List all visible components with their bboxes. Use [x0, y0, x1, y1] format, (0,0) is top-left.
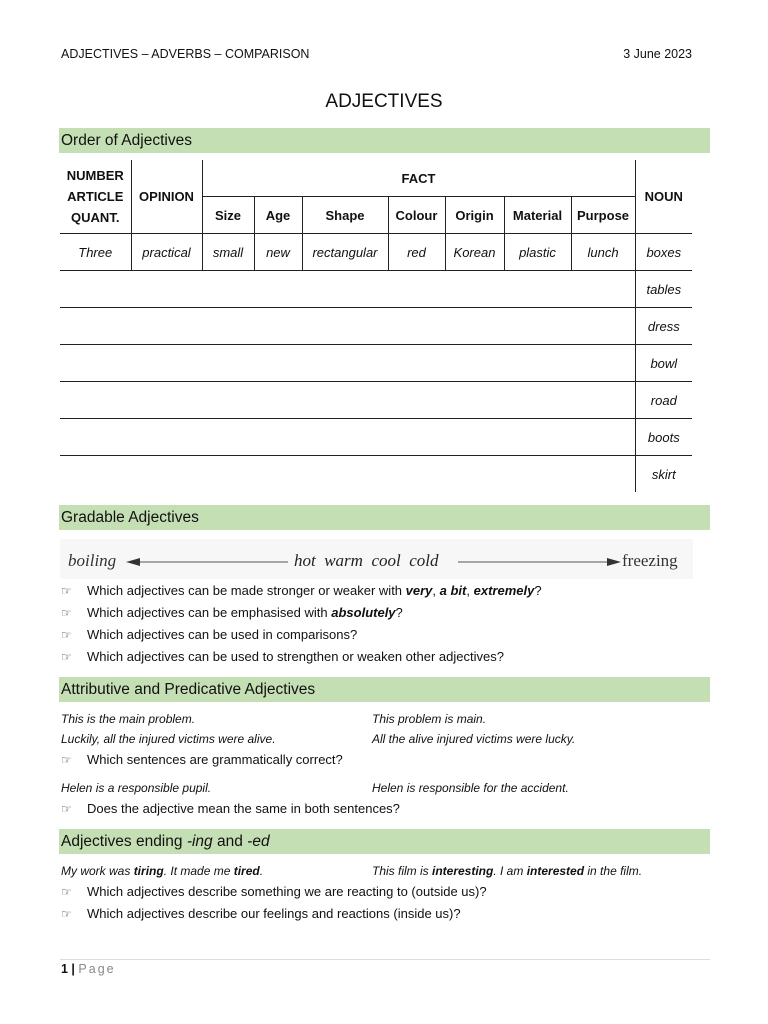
cell-size: small: [202, 234, 254, 271]
example-sentence: This problem is main.: [372, 712, 487, 726]
example-sentence-ing-ed-right: [372, 864, 642, 878]
separator: ,: [432, 583, 440, 598]
text-part: .: [259, 864, 264, 878]
cell-noun: tables: [635, 271, 692, 308]
cell-noun: bowl: [635, 345, 692, 382]
cell-noun: dress: [635, 308, 692, 345]
header-quant: QUANT.: [71, 210, 120, 225]
table-row: [60, 271, 692, 308]
header-subject: ADJECTIVES – ADVERBS – COMPARISON: [61, 47, 310, 61]
question-mark: ?: [395, 605, 403, 620]
header-origin: Origin: [445, 197, 504, 234]
order-of-adjectives-table: [60, 160, 692, 492]
question-text: Which adjectives describe something we are reacting to (outside us)?: [87, 884, 487, 899]
cell-colour: red: [388, 234, 445, 271]
ing-ed-question-1: [61, 884, 487, 899]
header-size: Size: [202, 197, 254, 234]
cell-purpose: lunch: [571, 234, 635, 271]
section-title-part: and: [212, 833, 248, 850]
header-material: Material: [504, 197, 571, 234]
pointing-hand-icon: ☞: [61, 606, 72, 620]
footer-divider: [60, 959, 710, 960]
gradable-question-3: [61, 627, 357, 642]
pointing-hand-icon: ☞: [61, 907, 72, 921]
question-mark: ?: [534, 583, 542, 598]
example-sentence-ing-ed-left: [61, 864, 263, 878]
question-text: Which adjectives can be used to strengthen or weaken other adjectives?: [87, 649, 504, 664]
arrow-right-icon: [607, 558, 621, 566]
cell-origin: Korean: [445, 234, 504, 271]
gradable-question-2: [61, 605, 403, 620]
blank-cell: [60, 382, 635, 419]
header-article: ARTICLE: [67, 189, 124, 204]
keyword-interesting: interesting: [432, 864, 494, 878]
section-attributive-predicative: Attributive and Predicative Adjectives: [59, 677, 710, 702]
pointing-hand-icon: ☞: [61, 650, 72, 664]
example-sentence: Helen is a responsible pupil.: [61, 781, 212, 795]
question-text: Which adjectives can be used in comparisons?: [87, 627, 358, 642]
pointing-hand-icon: ☞: [61, 584, 72, 598]
temperature-scale: [60, 539, 693, 579]
blank-cell: [60, 419, 635, 456]
blank-cell: [60, 271, 635, 308]
blank-cell: [60, 308, 635, 345]
header-purpose: Purpose: [571, 197, 635, 234]
example-sentence: All the alive injured victims were lucky.: [372, 732, 576, 746]
section-gradable-adjectives: Gradable Adjectives: [59, 505, 710, 530]
keyword-absolutely: absolutely: [331, 605, 396, 620]
cell-opinion: practical: [131, 234, 202, 271]
section-title-part: Adjectives ending: [61, 833, 187, 850]
gradable-question-1: [61, 583, 542, 598]
table-row: [60, 308, 692, 345]
cell-shape: rectangular: [302, 234, 388, 271]
header-colour: Colour: [388, 197, 445, 234]
scale-left-word: boiling: [68, 551, 117, 570]
question-text: Which sentences are grammatically correct?: [87, 752, 343, 767]
section-title-ed: -ed: [247, 833, 270, 850]
blank-cell: [60, 456, 635, 493]
text-part: in the film.: [584, 864, 643, 878]
page-number: 1: [61, 962, 68, 976]
keyword-extremely: extremely: [473, 583, 535, 598]
scale-right-word: freezing: [622, 551, 678, 570]
header-number-article-quant: [60, 160, 131, 234]
text-part: . I am: [493, 864, 527, 878]
table-row-example: [60, 234, 692, 271]
text-part: . It made me: [163, 864, 234, 878]
gradable-question-4: [61, 649, 504, 664]
table-row: [60, 419, 692, 456]
section-title-ing: -ing: [186, 833, 213, 850]
cell-age: new: [254, 234, 302, 271]
cell-material: plastic: [504, 234, 571, 271]
example-sentence: Luckily, all the injured victims were alive.: [61, 732, 276, 746]
text-part: My work was: [61, 864, 134, 878]
cell-noun: road: [635, 382, 692, 419]
header-noun: NOUN: [635, 160, 692, 234]
keyword-tired: tired: [233, 864, 260, 878]
pointing-hand-icon: ☞: [61, 885, 72, 899]
page-title: ADJECTIVES: [325, 91, 443, 112]
pointing-hand-icon: ☞: [61, 753, 72, 767]
pointing-hand-icon: ☞: [61, 628, 72, 642]
footer-page-label: Page: [78, 962, 116, 976]
pointing-hand-icon: ☞: [61, 802, 72, 816]
arrow-left-icon: [126, 558, 140, 566]
section-ing-ed-adjectives: [59, 829, 710, 854]
question-text: Which adjectives can be made stronger or weaker with: [87, 583, 406, 598]
cell-noun: boots: [635, 419, 692, 456]
table-row: [60, 345, 692, 382]
table-row: [60, 382, 692, 419]
keyword-interested: interested: [526, 864, 585, 878]
separator: ,: [466, 583, 474, 598]
cell-number: Three: [60, 234, 131, 271]
cell-noun: skirt: [635, 456, 692, 493]
section-order-of-adjectives: Order of Adjectives: [59, 128, 710, 153]
header-fact: FACT: [202, 160, 635, 197]
cell-noun: boxes: [635, 234, 692, 271]
keyword-a-bit: a bit: [439, 583, 467, 598]
header-opinion: OPINION: [131, 160, 202, 234]
blank-cell: [60, 345, 635, 382]
attributive-question-1: [61, 752, 343, 767]
header-number: NUMBER: [66, 168, 124, 183]
keyword-very: very: [405, 583, 433, 598]
keyword-tiring: tiring: [133, 864, 164, 878]
question-text: Does the adjective mean the same in both sentences?: [87, 801, 400, 816]
header-age: Age: [254, 197, 302, 234]
footer-separator: |: [67, 962, 79, 976]
header-date: 3 June 2023: [623, 47, 692, 61]
header-shape: Shape: [302, 197, 388, 234]
page-footer: [61, 962, 116, 976]
ing-ed-question-2: [61, 906, 461, 921]
attributive-question-2: [61, 801, 400, 816]
text-part: This film is: [372, 864, 432, 878]
question-text: Which adjectives can be emphasised with: [87, 605, 332, 620]
question-text: Which adjectives describe our feelings and reactions (inside us)?: [87, 906, 461, 921]
table-row: [60, 456, 692, 493]
example-sentence: Helen is responsible for the accident.: [372, 781, 569, 795]
scale-middle-words: hot warm cool cold: [294, 551, 439, 570]
example-sentence: This is the main problem.: [61, 712, 196, 726]
